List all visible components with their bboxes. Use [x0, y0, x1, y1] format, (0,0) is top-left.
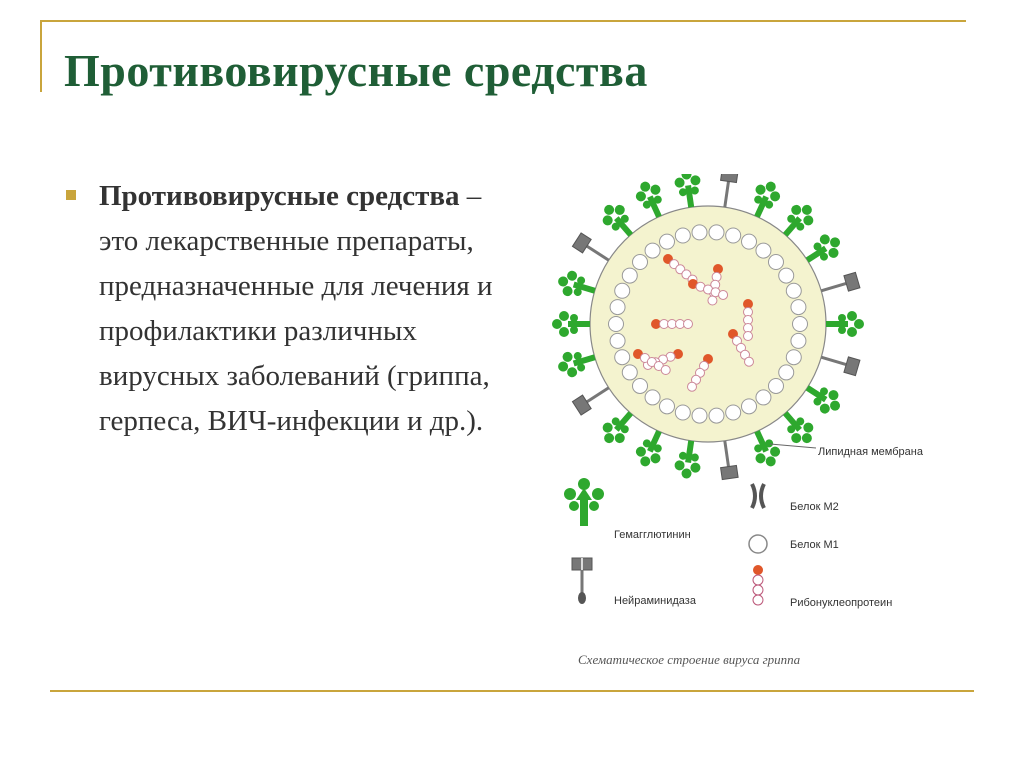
m1-protein [622, 268, 637, 283]
ribonucleoprotein-segment [708, 296, 717, 305]
ribonucleoprotein-segment [744, 332, 753, 341]
ribonucleoprotein-segment [684, 320, 693, 329]
virus-structure-svg [548, 174, 978, 622]
slide-title: Противовирусные средства [64, 45, 648, 96]
hemagglutinin-spike [555, 268, 599, 304]
m1-protein [645, 243, 660, 258]
neuraminidase-spike [717, 440, 738, 480]
neuraminidase-icon [572, 558, 592, 604]
m1-protein [609, 317, 624, 332]
left-border-line [40, 20, 42, 92]
bullet-marker [66, 190, 76, 200]
m1-protein [726, 405, 741, 420]
hemagglutinin-icon [564, 478, 604, 526]
hemagglutinin-label: Гемагглютинин [614, 529, 691, 541]
viral-envelope [590, 206, 826, 442]
bottom-border-line [50, 690, 974, 692]
m1-protein [786, 283, 801, 298]
ribonucleoprotein-segment [719, 290, 728, 299]
neuraminidase-label: Нейраминидаза [614, 595, 696, 607]
m1-protein [742, 234, 757, 249]
definition-text: – это лекарственные препараты, предназначенные для лечения и профилактики различных вирусных заболеваний (гриппа, герпеса, ВИЧ-инфекции и др.). [99, 180, 493, 437]
lipid-membrane-label: Липидная мембрана [818, 446, 923, 458]
m1-protein [756, 390, 771, 405]
m1-protein [793, 317, 808, 332]
definition-term: Противовирусные средства [99, 180, 460, 212]
definition-paragraph [99, 174, 519, 444]
ribonucleoprotein-segment [688, 382, 697, 391]
m1-protein [786, 350, 801, 365]
m1-protein [791, 300, 806, 315]
m1-protein [709, 225, 724, 240]
ribonucleoprotein-segment [661, 366, 670, 375]
hemagglutinin-spike [826, 311, 864, 337]
m1-protein [791, 333, 806, 348]
legend [564, 478, 892, 609]
m1-protein [768, 378, 783, 393]
m2-protein-label: Белок М2 [790, 501, 839, 513]
m1-protein [615, 283, 630, 298]
m1-protein [659, 234, 674, 249]
hemagglutinin-spike [552, 311, 590, 337]
m1-protein-icon [749, 535, 767, 553]
neuraminidase-spike [572, 233, 613, 267]
m1-protein [633, 255, 648, 270]
m1-protein [756, 243, 771, 258]
hemagglutinin-spike [673, 174, 704, 209]
m1-protein [633, 378, 648, 393]
m2-protein-icon [752, 484, 764, 508]
hemagglutinin-spike [555, 345, 599, 381]
ribonucleoprotein-label: Рибонуклеопротеин [790, 597, 893, 609]
neuraminidase-spike [819, 272, 860, 298]
neuraminidase-spike [717, 174, 738, 208]
m1-protein [675, 228, 690, 243]
m1-protein [645, 390, 660, 405]
ribonucleoprotein-segment [745, 357, 754, 366]
m1-protein [692, 408, 707, 423]
lipid-membrane-callout [770, 444, 924, 458]
m1-protein [692, 225, 707, 240]
m1-protein [622, 365, 637, 380]
m1-protein [610, 333, 625, 348]
m1-protein [768, 255, 783, 270]
neuraminidase-spike [572, 381, 613, 415]
figure-caption: Схематическое строение вируса гриппа [578, 652, 801, 667]
hemagglutinin-spike [673, 439, 704, 480]
top-border-line [40, 20, 966, 22]
m1-protein [610, 300, 625, 315]
m1-protein [709, 408, 724, 423]
m1-protein [615, 350, 630, 365]
m1-protein [779, 365, 794, 380]
m1-protein [742, 399, 757, 414]
ribonucleoprotein-icon [753, 565, 763, 605]
m1-protein [779, 268, 794, 283]
m1-protein [659, 399, 674, 414]
virus-particle [552, 174, 864, 480]
m1-protein-label: Белок М1 [790, 539, 839, 551]
m1-protein [726, 228, 741, 243]
neuraminidase-spike [819, 350, 860, 376]
m1-protein [675, 405, 690, 420]
influenza-virus-diagram [548, 174, 978, 622]
